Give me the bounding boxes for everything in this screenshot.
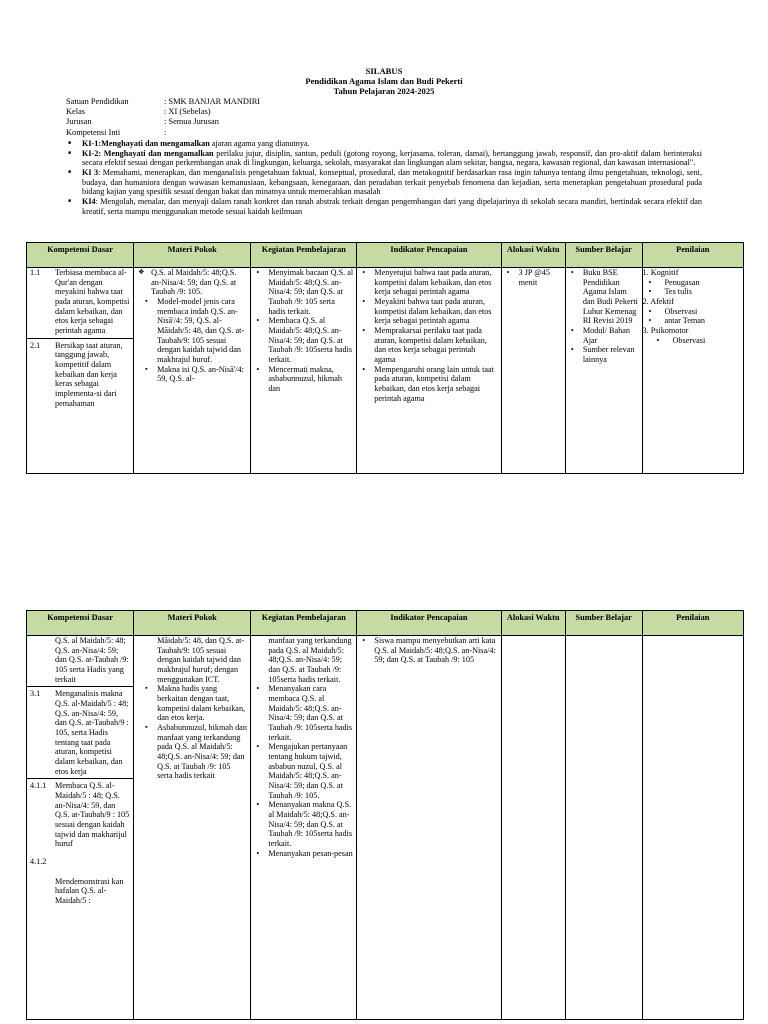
meta-value: : (164, 128, 167, 137)
penilaian-item: • Observasi (643, 307, 741, 317)
kd-item: Q.S. al Maidah/5: 48; Q.S. an-Nisa/4: 59; dan Q.S. at-Taubah /9: 105 serta Hadis yang terkait (55, 636, 129, 684)
kegiatan-item: • Mengajukan pertanyaan tentang hukum tajwid, asbabun nuzul, Q.S. al Maidah/5: 48;Q.S. an-Nisa/4: 59; dan Q.S. at Taubah /9: 105. (254, 742, 353, 800)
cell-sumber (565, 268, 642, 474)
kegiatan-item: • Menyimak bacaan Q.S. al Maidah/5: 48;Q.S. an-Nisa/4: 59; dan Q.S. at Taubah /9: 105 serta hadis terkait. (254, 268, 353, 316)
kd-item: 4.1.1 Membaca Q.S. al-Maidah/5 : 48; Q.S. an-Nisa/4: 59, dan Q.S. at-Taubah/9 : 105 sesuai dengan kaidah tajwid dan makharijul huruf (30, 781, 130, 849)
ki-item: ■ KI-1:Menghayati dan mengamalkan ajaran agama yang dianutnya. (66, 139, 702, 149)
document-year: Tahun Pelajaran 2024-2025 (333, 86, 435, 96)
indikator-item: • Siswa mampu menyebutkan arti kata Q.S. al Maidah/5: 48;Q.S. an-Nisa/4: 59; dan Q.S. at Taubah /9: 105 (360, 636, 497, 665)
cell-penilaian (642, 268, 744, 474)
kegiatan-item: • Membaca Q.S. al Maidah/5: 48;Q.S. an-Nisa/4: 59; dan Q.S. at Taubah /9: 105serta hadis terkait. (254, 316, 353, 364)
cell-sumber (565, 636, 642, 1020)
col-materi-pokok: Materi Pokok (134, 611, 251, 636)
materi-continued: Māidah/5: 48, dan Q.S. at-Taubah/9: 105 sesuai dengan kaidah tajwid dan makhrajul huruf; dengan menggunakan ICT. (157, 636, 245, 684)
cell-materi-pokok (134, 636, 251, 1020)
meta-value: : XI (Sebelas) (164, 107, 211, 116)
materi-item: ▪ Makna hadis yang berkaitan dengan taat, kompetisi dalam kebaikan, dan etos kerja. (137, 684, 247, 723)
kegiatan-item: • Menanyakan cara membaca Q.S. al Maidah/5: 48;Q.S. an-Nisa/4: 59; dan Q.S. at Taubah /9: 105serta hadis terkait. (254, 684, 353, 742)
kompetensi-inti-list (66, 139, 702, 216)
penilaian-item: • antar Teman (643, 316, 741, 326)
kegiatan-continued: manfaat yang terkandung pada Q.S. al Maidah/5: 48;Q.S. an-Nisa/4: 59; dan Q.S. at Taubah /9: 105serta hadis terkait. (268, 636, 352, 684)
cell-kompetensi-dasar (27, 636, 134, 1020)
cell-alokasi (501, 268, 565, 474)
indikator-item: • Meyakini bahwa taat pada aturan, kompetisi dalam kebaikan, dan etos kerja sebagai perintah agama (360, 297, 497, 326)
cell-penilaian (642, 636, 744, 1020)
meta-value: : Semua Jurusan (164, 117, 219, 126)
col-kompetensi-dasar: Kompetensi Dasar (27, 243, 134, 268)
penilaian-item: • Observasi (643, 336, 741, 346)
kegiatan-item: • Mencermati makna, asbabunnuzul, hikmah dan (254, 365, 353, 394)
ki-item: ■ KI4: Mengolah, menalar, dan menyaji dalam ranah konkret dan ranah abstrak terkait dengan pengembangan dari yang dipelajarinya di sekolah secara mandiri, bertindak secara efektif dan kreatif, serta mampu menggunakan metode sesuai kaidah keilmuan (66, 197, 702, 216)
meta-key: Kelas (66, 107, 86, 116)
ki-item: ■ KI 3: Memahami, menerapkan, dan menganalisis pengetahuan faktual, konseptual, prosedural, dan metakognitif berdasarkan rasa ingin tahunya tentang ilmu pengetahuan, teknologi, seni, budaya, dan humaniora dengan wawasan kemanusiaan, kebangsaan, kenegaraan, dan peradaban terkait penyebab fenomena dan kejadian, serta menerapkan pengetahuan prosedural pada bidang kajian yang spesifik sesuai dengan bakat dan minatnya untuk memecahkan masalah (66, 168, 702, 197)
cell-kegiatan (251, 268, 357, 474)
penilaian-heading: 2. Afektif (642, 297, 674, 307)
indikator-item: • Menyetujui bahwa taat pada aturan, kompetisi dalam kebaikan, dan etos kerja sebagai perintah agama (360, 268, 497, 297)
materi-main: ❖ Q.S. al Maidah/5: 48;Q.S. an-Nisa/4: 59; dan Q.S. at Taubah /9: 105. (137, 268, 247, 297)
meta-value: : SMK BANJAR MANDIRI (164, 97, 261, 106)
col-indikator: Indikator Pencapaian (357, 243, 501, 268)
sumber-item: • Sumber relevan lainnya (569, 345, 639, 364)
table-header-row (27, 611, 744, 636)
cell-indikator (357, 268, 501, 474)
syllabus-table-2 (26, 610, 744, 1020)
document-subtitle: Pendidikan Agama Islam dan Budi Pekerti (305, 76, 463, 86)
cell-materi-pokok (134, 268, 251, 474)
col-kegiatan: Kegiatan Pembelajaran (251, 243, 357, 268)
cell-indikator (357, 636, 501, 1020)
col-kegiatan: Kegiatan Pembelajaran (251, 611, 357, 636)
kd-item: 4.1.2 (30, 857, 47, 867)
kd-item: 2.1 Bersikap taat aturan, tanggung jawab, kompetitif dalam kebaikan dan kerja keras sebagai implementa-si dari pemahaman (30, 340, 123, 408)
col-indikator: Indikator Pencapaian (357, 611, 501, 636)
col-alokasi: Alokasi Waktu (501, 611, 565, 636)
col-penilaian: Penilaian (642, 611, 744, 636)
col-alokasi: Alokasi Waktu (501, 243, 565, 268)
ki-item: ■ KI-2: Menghayati dan mengamalkan perilaku jujur, disiplin, santun, peduli (gotong royong, kerjasama, toleran, damai), bertanggung jawab, responsif, dan pro-aktif dalam berinteraksi secara efektif sesuai dengan perkembangan anak di lingkungan, keluarga, sekolah, masyarakat dan lingkungan alam sekitar, bangsa, negara, kawasan regional, dan kawasan internasional". (66, 149, 702, 168)
materi-item: ▪ Model-model jenis cara membaca indah Q.S. an-Nisā'/4: 59, Q.S. al-Māidah/5: 48, dan Q.S. at-Taubah/9: 105 sesuai dengan kaidah tajwid dan makhrajul huruf. (137, 297, 247, 365)
meta-key: Jurusan (66, 117, 92, 126)
col-sumber: Sumber Belajar (565, 243, 642, 268)
indikator-item: • Memprakarsai perilaku taat pada aturan, kompetisi dalam kebaikan, dan etos kerja sebagai perintah agama (360, 326, 497, 365)
cell-alokasi (501, 636, 565, 1020)
syllabus-table-1 (26, 242, 744, 474)
table-row (27, 268, 744, 474)
meta-key: Satuan Pendidikan (66, 97, 129, 106)
penilaian-heading: 1. Kognitif (642, 268, 679, 277)
indikator-item: • Mempengaruhi orang lain untuk taat pada aturan, kompetisi dalam kebaikan, dan etos kerja sebagai perintah agama (360, 365, 497, 404)
kd-item: 3.1 Menganalisis makna Q.S. al-Maidah/5 : 48; Q.S. an-Nisa/4: 59, dan Q.S. at-Taubah/9 : 105, serta Hadis tentang taat pada aturan, kompetisi dalam kebaikan, dan etos kerja (30, 689, 129, 776)
cell-kegiatan (251, 636, 357, 1020)
col-sumber: Sumber Belajar (565, 611, 642, 636)
cell-kompetensi-dasar (27, 268, 134, 474)
col-penilaian: Penilaian (642, 243, 744, 268)
kegiatan-item: • Menanyakan pesan-pesan (254, 849, 353, 859)
kegiatan-item: • Menanyakan makna Q.S. al Maidah/5: 48;Q.S. an-Nisa/4: 59; dan Q.S. at Taubah /9: 105serta hadis terkait. (254, 800, 353, 848)
meta-key: Kompetensi Inti (66, 128, 121, 137)
materi-item: ▪ Asbabunnuzul, hikmah dan manfaat yang terkandung pada Q.S. al Maidah/5: 48;Q.S. an-Nisa/4: 59; dan Q.S. at Taubah /9: 105 serta hadis terkait (137, 723, 247, 781)
table-header-row (27, 243, 744, 268)
alokasi-value: • 3 JP @45 menit (505, 268, 562, 287)
sumber-item: • Modul/ Bahan Ajar (569, 326, 639, 345)
materi-item: ▪ Makna isi Q.S. an-Nisā'/4: 59, Q.S. al- (137, 365, 247, 384)
penilaian-heading: 3. Psikomotor (642, 326, 689, 336)
table-row (27, 636, 744, 1020)
col-kompetensi-dasar: Kompetensi Dasar (27, 611, 134, 636)
col-materi-pokok: Materi Pokok (134, 243, 251, 268)
penilaian-item: • Tes tulis (643, 287, 741, 297)
penilaian-item: • Penugasan (643, 278, 741, 288)
document-title: SILABUS (365, 66, 403, 76)
kd-item: Mendemonstrasi kan hafalan Q.S. al-Maidah/5 : (55, 876, 124, 906)
kd-item: 1.1 Terbiasa membaca al-Qur'an dengan meyakini bahwa taat pada aturan, kompetisi dalam kebaikan, dan etos kerja sebagai perintah agama (30, 268, 130, 336)
sumber-item: • Buku BSE Pendidikan Agama Islam dan Budi Pekerti Luhur Kemenag RI Revisi 2019 (569, 268, 639, 326)
